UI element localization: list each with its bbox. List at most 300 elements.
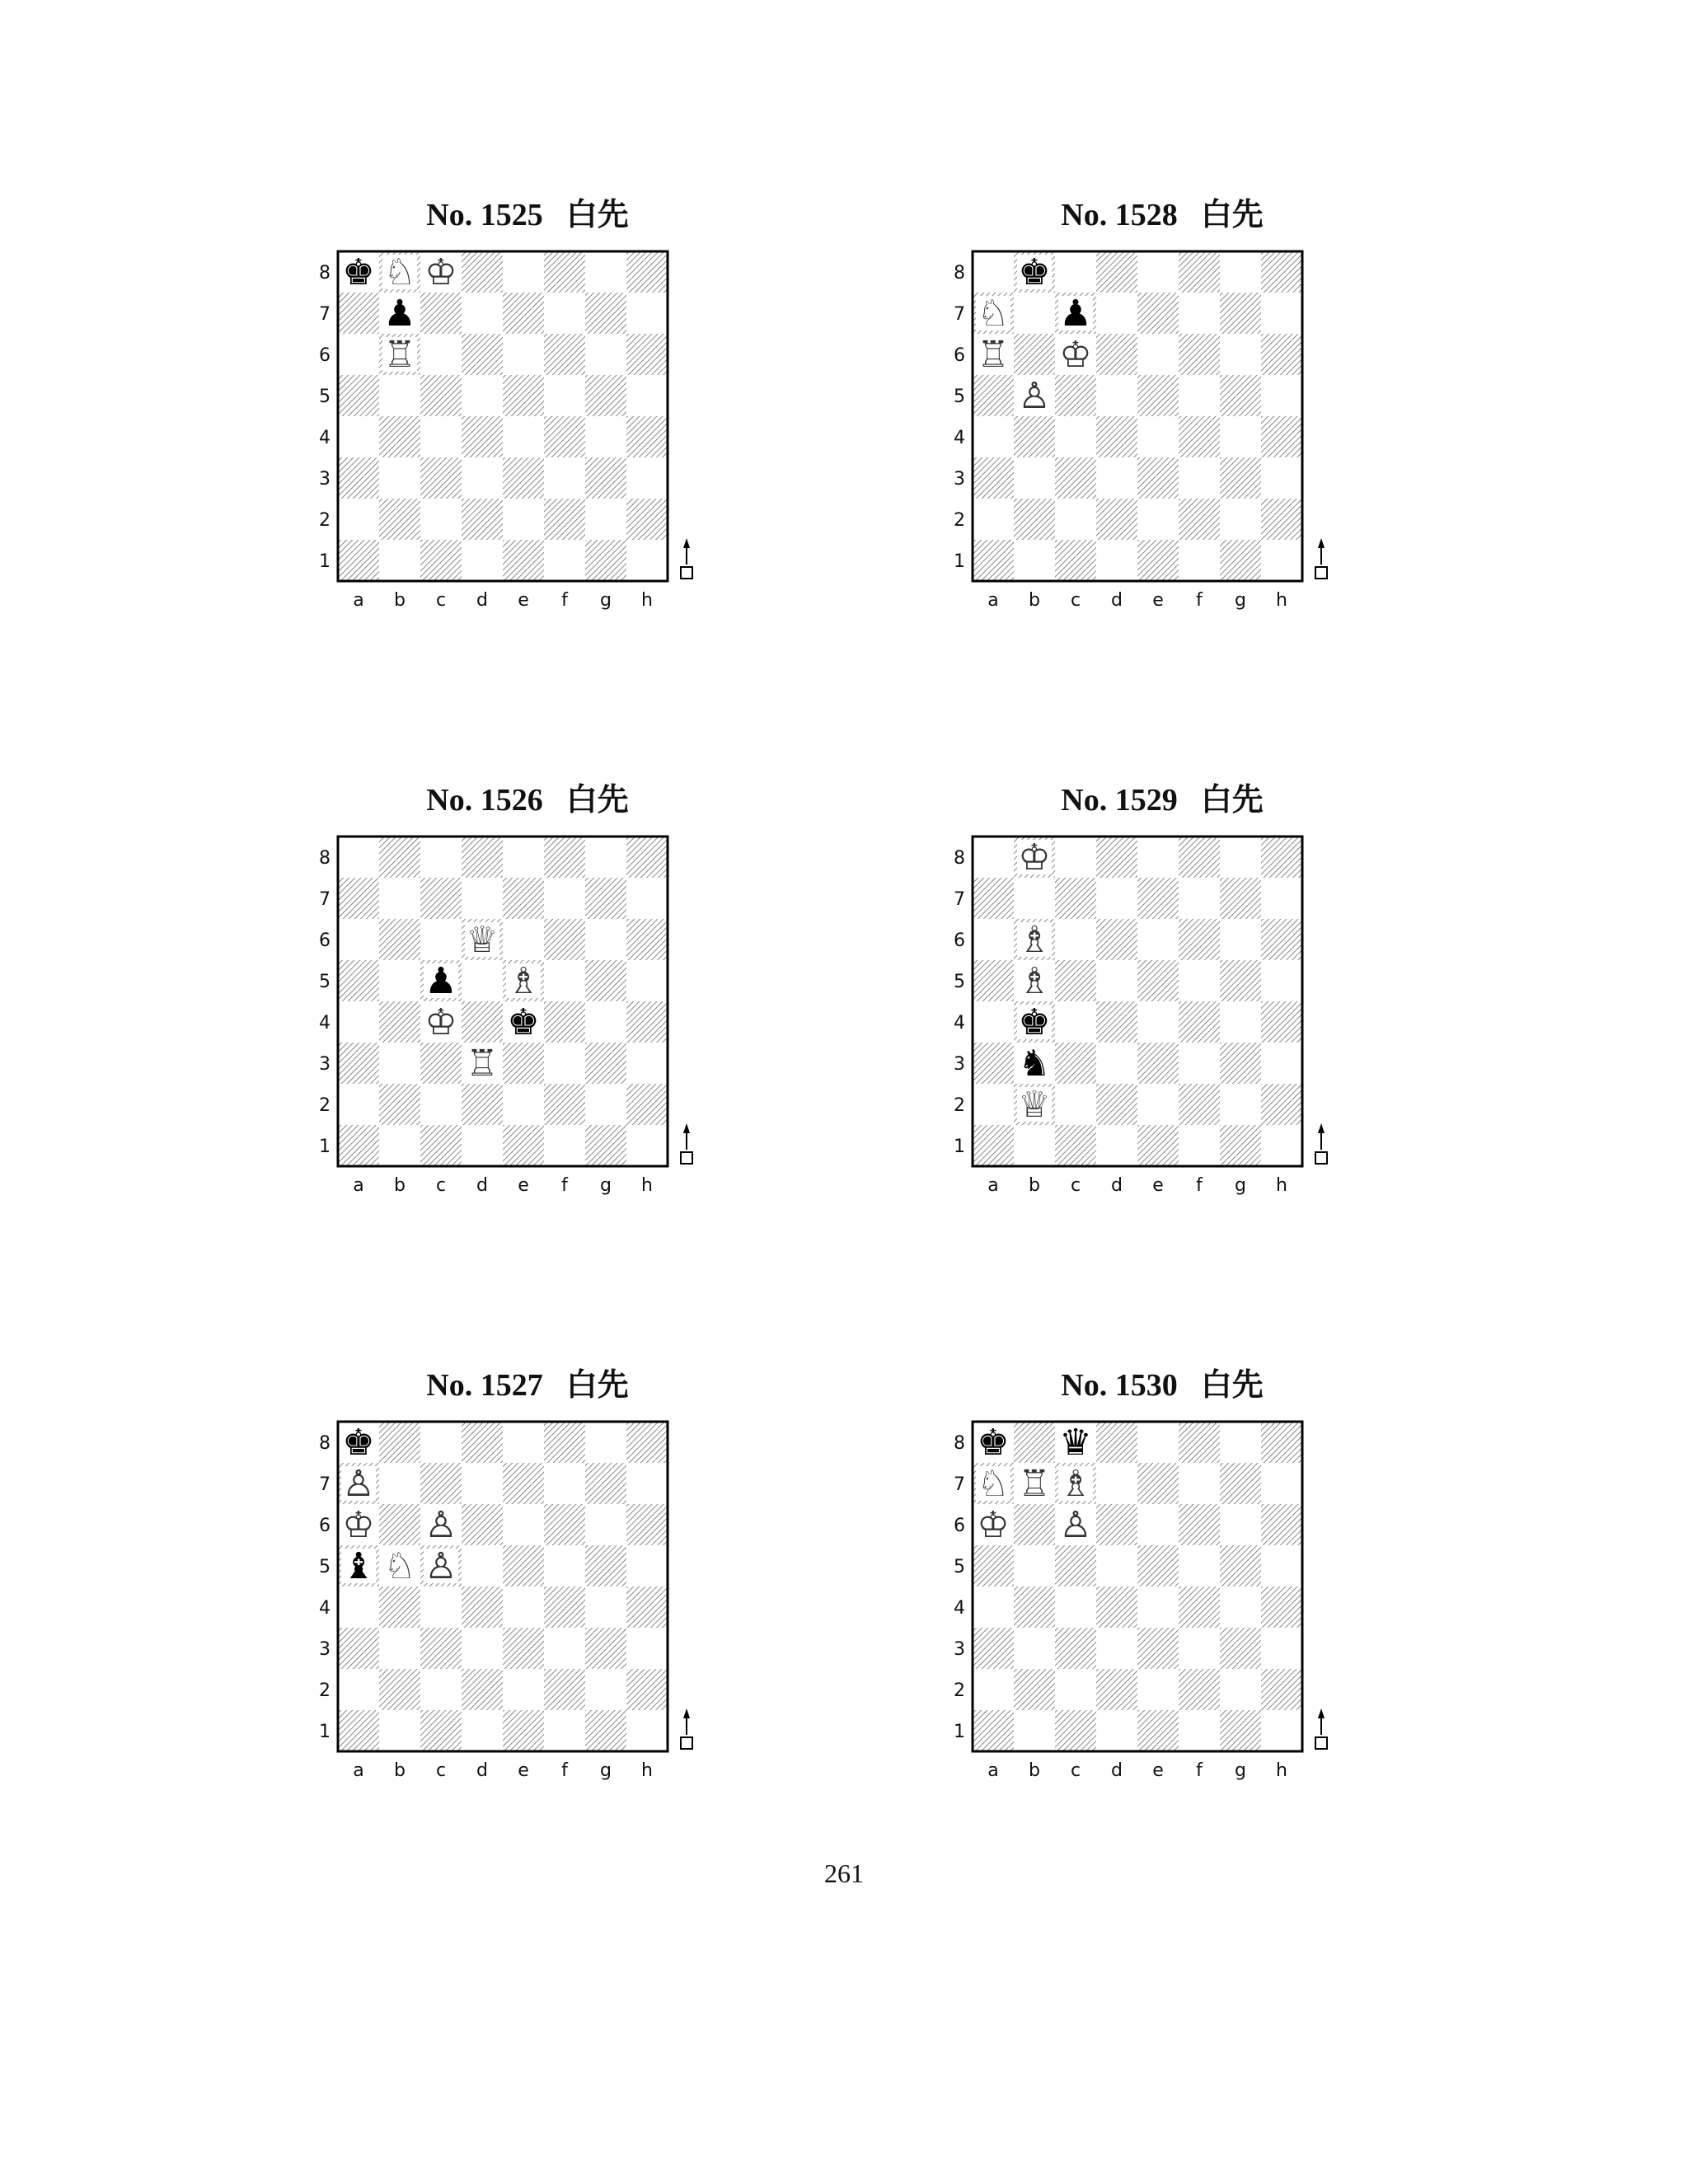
dark-square	[585, 375, 626, 416]
dark-square	[1220, 293, 1261, 334]
piece-wP-c5: ♙	[424, 1545, 457, 1587]
piece-wP-c6: ♙	[1059, 1504, 1092, 1546]
dark-square	[420, 1628, 462, 1669]
dark-square	[1096, 919, 1137, 960]
light-square	[973, 837, 1014, 878]
dark-square	[585, 293, 626, 334]
light-square	[1137, 416, 1179, 457]
dark-square	[626, 1669, 668, 1710]
chess-board	[948, 235, 1376, 655]
file-label: f	[1196, 1760, 1203, 1781]
light-square	[973, 499, 1014, 540]
dark-square	[1096, 837, 1137, 878]
piece-wB-b5: ♗	[1018, 960, 1051, 1002]
dark-square	[1137, 293, 1179, 334]
dark-square	[379, 919, 420, 960]
dark-square	[1137, 457, 1179, 499]
puzzle-1529	[948, 779, 1376, 1240]
white-to-move-indicator	[681, 538, 692, 579]
file-label: b	[1029, 1760, 1040, 1781]
dark-square	[1261, 334, 1302, 375]
chess-board	[948, 1405, 1376, 1825]
side-to-move: 白先	[565, 781, 629, 818]
dark-square	[1096, 416, 1137, 457]
light-square	[1179, 1125, 1220, 1166]
dark-square	[1220, 1545, 1261, 1586]
dark-square	[1261, 1001, 1302, 1043]
light-square	[973, 1669, 1014, 1710]
puzzle-number: No. 1525	[426, 198, 543, 232]
rank-label: 2	[954, 510, 965, 531]
light-square	[1220, 1422, 1261, 1463]
puzzle-title	[948, 1364, 1376, 1406]
dark-square	[1014, 1586, 1055, 1628]
chess-board	[313, 235, 742, 655]
light-square	[1055, 251, 1096, 293]
dark-square	[420, 1463, 462, 1504]
light-square	[544, 540, 585, 581]
dark-square	[338, 878, 379, 919]
dark-square	[420, 540, 462, 581]
light-square	[1220, 251, 1261, 293]
dark-square	[1179, 1504, 1220, 1545]
dark-square	[1179, 499, 1220, 540]
file-label: d	[1111, 590, 1123, 611]
dark-square	[1179, 837, 1220, 878]
dark-square	[1220, 1628, 1261, 1669]
light-square	[1220, 416, 1261, 457]
dark-square	[379, 1504, 420, 1545]
file-label: c	[1070, 590, 1081, 611]
light-square	[1261, 293, 1302, 334]
piece-wK-c6: ♔	[1059, 334, 1092, 376]
dark-square	[626, 837, 668, 878]
light-square	[338, 416, 379, 457]
file-label: h	[1276, 1760, 1287, 1781]
light-square	[1096, 293, 1137, 334]
light-square	[585, 334, 626, 375]
light-square	[626, 375, 668, 416]
dark-square	[585, 1628, 626, 1669]
file-label: a	[353, 1760, 364, 1781]
side-to-move: 白先	[565, 196, 629, 232]
light-square	[1137, 1084, 1179, 1125]
light-square	[503, 499, 544, 540]
light-square	[1137, 1504, 1179, 1545]
file-label: d	[1111, 1175, 1123, 1196]
rank-label: 7	[319, 889, 331, 910]
light-square	[1055, 416, 1096, 457]
file-label: f	[1196, 1175, 1203, 1196]
file-label: b	[1029, 1175, 1040, 1196]
dark-square	[544, 1586, 585, 1628]
dark-square	[338, 293, 379, 334]
light-square	[420, 837, 462, 878]
rank-label: 1	[954, 1137, 965, 1157]
dark-square	[379, 837, 420, 878]
chess-board	[313, 820, 742, 1240]
light-square	[626, 293, 668, 334]
file-label: g	[600, 1760, 612, 1781]
light-square	[1137, 1586, 1179, 1628]
light-square	[544, 960, 585, 1001]
light-square	[544, 1463, 585, 1504]
piece-bK-a8: ♚	[342, 251, 375, 293]
rank-label: 2	[319, 510, 331, 531]
light-square	[1261, 457, 1302, 499]
light-square	[1014, 457, 1055, 499]
piece-bP-c5: ♟	[424, 960, 457, 1002]
dark-square	[420, 878, 462, 919]
piece-wP-c6: ♙	[424, 1504, 457, 1546]
dark-square	[626, 416, 668, 457]
dark-square	[626, 1084, 668, 1125]
light-square	[338, 837, 379, 878]
dark-square	[379, 1001, 420, 1043]
light-square	[626, 960, 668, 1001]
puzzle-1526	[313, 779, 742, 1240]
puzzle-1528	[948, 194, 1376, 655]
dark-square	[462, 1422, 503, 1463]
page-number: 261	[824, 1858, 864, 1888]
puzzle-number: No. 1529	[1061, 783, 1178, 818]
light-square	[1179, 1628, 1220, 1669]
light-square	[462, 457, 503, 499]
rank-label: 1	[319, 1137, 331, 1157]
dark-square	[1179, 1001, 1220, 1043]
rank-label: 2	[954, 1095, 965, 1116]
light-square	[1261, 1463, 1302, 1504]
piece-wB-c7: ♗	[1059, 1463, 1092, 1505]
light-square	[338, 1586, 379, 1628]
file-label: a	[987, 1760, 999, 1781]
light-square	[544, 1545, 585, 1586]
light-square	[1220, 837, 1261, 878]
dark-square	[544, 499, 585, 540]
light-square	[1179, 960, 1220, 1001]
light-square	[544, 1628, 585, 1669]
light-square	[462, 1710, 503, 1751]
light-square	[462, 293, 503, 334]
dark-square	[544, 1669, 585, 1710]
piece-wN-b5: ♘	[383, 1545, 416, 1587]
light-square	[585, 416, 626, 457]
light-square	[973, 251, 1014, 293]
light-square	[544, 878, 585, 919]
dark-square	[503, 540, 544, 581]
white-to-move-indicator	[681, 1708, 692, 1749]
puzzle-1525	[313, 194, 742, 655]
dark-square	[1096, 1504, 1137, 1545]
dark-square	[379, 416, 420, 457]
light-square	[626, 457, 668, 499]
dark-square	[626, 1504, 668, 1545]
dark-square	[544, 251, 585, 293]
light-square	[1096, 1463, 1137, 1504]
file-label: d	[1111, 1760, 1123, 1781]
dark-square	[1096, 499, 1137, 540]
light-square	[1220, 1001, 1261, 1043]
light-square	[1261, 960, 1302, 1001]
rank-label: 3	[319, 1639, 331, 1660]
rank-label: 4	[319, 428, 331, 448]
dark-square	[503, 1463, 544, 1504]
piece-wR-d3: ♖	[466, 1043, 499, 1085]
white-to-move-indicator	[1315, 1123, 1327, 1164]
light-square	[1220, 1586, 1261, 1628]
light-square	[1261, 375, 1302, 416]
light-square	[1137, 919, 1179, 960]
dark-square	[1220, 960, 1261, 1001]
rank-label: 6	[319, 1516, 331, 1536]
light-square	[462, 540, 503, 581]
dark-square	[1096, 1669, 1137, 1710]
dark-square	[420, 293, 462, 334]
light-square	[1096, 1628, 1137, 1669]
dark-square	[503, 1043, 544, 1084]
dark-square	[1096, 334, 1137, 375]
light-square	[1096, 375, 1137, 416]
file-label: f	[561, 1175, 568, 1196]
rank-label: 4	[319, 1013, 331, 1033]
light-square	[1014, 540, 1055, 581]
light-square	[1096, 878, 1137, 919]
light-square	[1261, 1710, 1302, 1751]
light-square	[379, 1043, 420, 1084]
dark-square	[1220, 1125, 1261, 1166]
dark-square	[1220, 375, 1261, 416]
piece-wN-a7: ♘	[977, 1463, 1010, 1505]
light-square	[1055, 1586, 1096, 1628]
dark-square	[585, 1545, 626, 1586]
light-square	[626, 540, 668, 581]
piece-wK-c8: ♔	[424, 251, 457, 293]
side-to-move: 白先	[1200, 781, 1264, 818]
light-square	[585, 1084, 626, 1125]
dark-square	[1179, 1084, 1220, 1125]
light-square	[1220, 1504, 1261, 1545]
light-square	[973, 1586, 1014, 1628]
dark-square	[503, 1545, 544, 1586]
light-square	[544, 1710, 585, 1751]
dark-square	[462, 1586, 503, 1628]
light-square	[1179, 1710, 1220, 1751]
dark-square	[544, 837, 585, 878]
puzzle-1530	[948, 1364, 1376, 1825]
side-to-move: 白先	[1200, 196, 1264, 232]
piece-wR-a6: ♖	[977, 334, 1010, 376]
light-square	[1220, 499, 1261, 540]
file-label: c	[435, 1760, 447, 1781]
dark-square	[626, 1586, 668, 1628]
rank-label: 5	[954, 972, 965, 992]
dark-square	[973, 878, 1014, 919]
light-square	[1096, 1710, 1137, 1751]
light-square	[379, 960, 420, 1001]
rank-label: 8	[319, 848, 331, 869]
piece-wK-b8: ♔	[1018, 837, 1051, 879]
file-label: g	[600, 590, 612, 611]
light-square	[462, 960, 503, 1001]
dark-square	[379, 1084, 420, 1125]
rank-label: 7	[319, 1474, 331, 1495]
light-square	[503, 416, 544, 457]
piece-wK-c4: ♔	[424, 1001, 457, 1043]
puzzle-number: No. 1528	[1061, 198, 1178, 232]
dark-square	[1179, 334, 1220, 375]
piece-bK-a8: ♚	[977, 1422, 1010, 1464]
dark-square	[1014, 416, 1055, 457]
rank-label: 4	[319, 1598, 331, 1619]
light-square	[1055, 837, 1096, 878]
dark-square	[1261, 499, 1302, 540]
rank-label: 8	[954, 848, 965, 869]
light-square	[379, 1710, 420, 1751]
file-label: e	[518, 1760, 529, 1781]
file-label: f	[1196, 590, 1203, 611]
dark-square	[1137, 1463, 1179, 1504]
dark-square	[585, 1463, 626, 1504]
piece-wN-b8: ♘	[383, 251, 416, 293]
light-square	[1179, 293, 1220, 334]
rank-label: 6	[954, 345, 965, 366]
light-square	[1014, 1628, 1055, 1669]
dark-square	[1055, 1125, 1096, 1166]
piece-wP-b5: ♙	[1018, 375, 1051, 417]
file-label: h	[641, 590, 653, 611]
dark-square	[338, 1125, 379, 1166]
light-square	[420, 334, 462, 375]
piece-bN-b3: ♞	[1018, 1043, 1051, 1085]
dark-square	[338, 375, 379, 416]
dark-square	[503, 375, 544, 416]
light-square	[1220, 1084, 1261, 1125]
rank-label: 6	[319, 345, 331, 366]
dark-square	[379, 1669, 420, 1710]
light-square	[338, 1001, 379, 1043]
rank-label: 3	[319, 469, 331, 490]
light-square	[1179, 878, 1220, 919]
light-square	[420, 1586, 462, 1628]
dark-square	[544, 1504, 585, 1545]
chess-board	[948, 820, 1376, 1240]
dark-square	[1261, 1586, 1302, 1628]
dark-square	[973, 960, 1014, 1001]
dark-square	[1055, 1628, 1096, 1669]
dark-square	[1220, 1463, 1261, 1504]
dark-square	[1137, 1628, 1179, 1669]
dark-square	[379, 1422, 420, 1463]
light-square	[420, 919, 462, 960]
dark-square	[503, 878, 544, 919]
dark-square	[973, 1545, 1014, 1586]
light-square	[973, 1001, 1014, 1043]
white-to-move-indicator	[681, 1123, 692, 1164]
dark-square	[1261, 416, 1302, 457]
dark-square	[338, 457, 379, 499]
file-label: b	[394, 590, 406, 611]
dark-square	[503, 1710, 544, 1751]
puzzle-number: No. 1526	[426, 783, 543, 818]
dark-square	[462, 1084, 503, 1125]
dark-square	[1055, 878, 1096, 919]
piece-wQ-d6: ♕	[466, 919, 499, 961]
light-square	[503, 919, 544, 960]
dark-square	[1014, 499, 1055, 540]
rank-label: 5	[319, 972, 331, 992]
dark-square	[503, 1628, 544, 1669]
dark-square	[338, 540, 379, 581]
light-square	[626, 1043, 668, 1084]
white-to-move-indicator	[1315, 538, 1327, 579]
dark-square	[1179, 251, 1220, 293]
file-label: e	[1152, 590, 1164, 611]
light-square	[1261, 1628, 1302, 1669]
piece-wB-e5: ♗	[507, 960, 540, 1002]
rank-label: 7	[954, 1474, 965, 1495]
dark-square	[1137, 1545, 1179, 1586]
light-square	[585, 251, 626, 293]
light-square	[462, 1125, 503, 1166]
file-label: h	[1276, 590, 1287, 611]
light-square	[1096, 1545, 1137, 1586]
light-square	[585, 1504, 626, 1545]
rank-label: 2	[319, 1095, 331, 1116]
dark-square	[1179, 416, 1220, 457]
rank-label: 6	[954, 930, 965, 951]
light-square	[626, 1628, 668, 1669]
piece-bK-b4: ♚	[1018, 1001, 1051, 1043]
light-square	[1261, 1043, 1302, 1084]
puzzle-number: No. 1530	[1061, 1368, 1178, 1403]
light-square	[626, 1125, 668, 1166]
rank-label: 5	[954, 1557, 965, 1577]
light-square	[1220, 1669, 1261, 1710]
light-square	[1014, 878, 1055, 919]
rank-label: 3	[954, 469, 965, 490]
file-label: d	[476, 1175, 488, 1196]
file-label: a	[987, 1175, 999, 1196]
dark-square	[420, 1125, 462, 1166]
dark-square	[973, 375, 1014, 416]
light-square	[973, 416, 1014, 457]
dark-square	[1220, 1710, 1261, 1751]
file-label: a	[353, 590, 364, 611]
light-square	[1261, 540, 1302, 581]
dark-square	[626, 919, 668, 960]
light-square	[1096, 1125, 1137, 1166]
dark-square	[1055, 1545, 1096, 1586]
dark-square	[1137, 1125, 1179, 1166]
file-label: c	[1070, 1760, 1081, 1781]
file-label: e	[518, 590, 529, 611]
light-square	[1137, 499, 1179, 540]
dark-square	[1055, 457, 1096, 499]
file-label: b	[1029, 590, 1040, 611]
light-square	[1137, 1422, 1179, 1463]
light-square	[462, 1545, 503, 1586]
dark-square	[1137, 960, 1179, 1001]
light-square	[1137, 837, 1179, 878]
light-square	[544, 457, 585, 499]
light-square	[503, 837, 544, 878]
rank-label: 7	[319, 304, 331, 325]
piece-wR-b7: ♖	[1018, 1463, 1051, 1505]
dark-square	[1220, 878, 1261, 919]
white-to-move-indicator	[1315, 1708, 1327, 1749]
light-square	[1261, 1545, 1302, 1586]
piece-wN-a7: ♘	[977, 293, 1010, 335]
